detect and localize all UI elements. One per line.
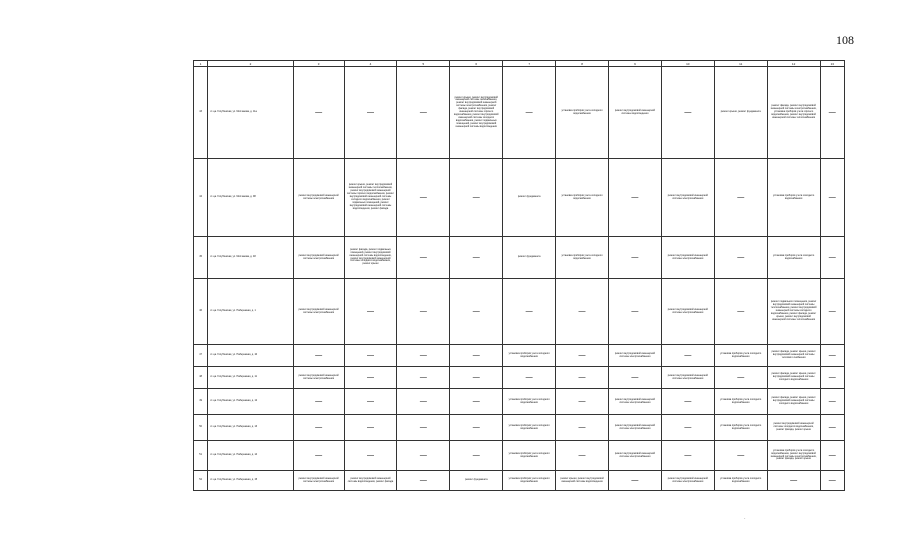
col-header: 4 bbox=[344, 61, 397, 67]
table-cell: — bbox=[820, 345, 844, 367]
table-cell: — bbox=[820, 389, 844, 415]
table-cell: — bbox=[556, 367, 609, 389]
address-cell: ст-ца. Голубинская, ул. Набережная, д. 10 bbox=[208, 345, 293, 367]
table-cell: — bbox=[820, 237, 844, 279]
table-cell: — bbox=[820, 279, 844, 345]
table-cell: установка приборов учета холодного водоснабжения bbox=[556, 67, 609, 159]
table-cell: — bbox=[661, 389, 714, 415]
table-cell: ремонт фасада, ремонт внутридомовой инженерной системы электроснабжения, установка приборов учета горячего водоснабжения, ремонт внутридомовой инженерной системы теплоснабжения bbox=[767, 67, 820, 159]
table-row bbox=[194, 345, 845, 367]
table-cell: установка приборов учета холодного водоснабжения bbox=[503, 471, 556, 491]
table-cell: — bbox=[820, 367, 844, 389]
table-cell: — bbox=[608, 367, 661, 389]
table-cell: — bbox=[767, 471, 820, 491]
table-cell: установка приборов учета холодного водоснабжения bbox=[556, 159, 609, 237]
address-cell: ст-ца. Голубинская, ул. Молчанова, д. 48 bbox=[208, 237, 293, 279]
col-header: 13 bbox=[820, 61, 844, 67]
table-cell: — bbox=[344, 345, 397, 367]
table-cell: — bbox=[344, 67, 397, 159]
table-cell: ремонт крыши, ремонт внутридомовой инженерной системы газоснабжения, ремонт внутридомовой инженерной системы электроснабжения, ремонт фасада, ремонт внутридомовой инженерной системы горячего водоснабжения, ремонт внутридомовой инженерной системы холодного водоснабжения, ремонт подвальных помещений, ремонт внутридомовой инженерной системы водоотведения bbox=[450, 67, 503, 159]
table-cell: ремонт внутридомовой инженерной системы электроснабжения bbox=[293, 471, 344, 491]
table-cell: — bbox=[450, 279, 503, 345]
table-cell: — bbox=[344, 279, 397, 345]
table-cell: установка приборов учета холодного водоснабжения bbox=[714, 471, 767, 491]
table-cell: — bbox=[714, 159, 767, 237]
table-cell: — bbox=[397, 389, 450, 415]
table-cell: — bbox=[344, 415, 397, 441]
row-number-cell: 49 bbox=[194, 389, 208, 415]
table-cell: установка приборов учета холодного водоснабжения bbox=[503, 389, 556, 415]
table-cell: — bbox=[344, 389, 397, 415]
address-cell: ст-ца. Голубинская, ул. Молчанова, д. 11а bbox=[208, 67, 293, 159]
table-cell: ремонт фасада, ремонт подвальных помещений, ремонт внутридомовой инженерной системы водоотведения, ремонт внутридомовой инженерной системы холодного водоснабжения, ремонт крыши bbox=[344, 237, 397, 279]
row-number-cell: 47 bbox=[194, 345, 208, 367]
col-header: 7 bbox=[503, 61, 556, 67]
table-cell: — bbox=[450, 159, 503, 237]
table-cell: — bbox=[503, 67, 556, 159]
page-number: 108 bbox=[836, 33, 854, 47]
table-cell: ремонт фасада, ремонт крыши, ремонт внутридомовой инженерной системы холодного водоснабжения bbox=[767, 389, 820, 415]
table-row bbox=[194, 279, 845, 345]
table-cell: — bbox=[293, 345, 344, 367]
table-cell: ремонт подвального помещения, ремонт внутридомовой инженерной системы теплоснабжения, ремонт внутридомовой инженерной системы холодного водоснабжения, ремонт фасада, ремонт крыши, ремонт внутридомовой инженерной системы теплоснабжения bbox=[767, 279, 820, 345]
table-cell: — bbox=[293, 415, 344, 441]
table-cell: — bbox=[608, 279, 661, 345]
table-cell: — bbox=[661, 441, 714, 471]
table-cell: ремонт внутридомовой инженерной системы электроснабжения bbox=[608, 389, 661, 415]
table-cell: ремонт фасада, ремонт крыши, ремонт внутридомовой инженерной системы холодного водоснабжения bbox=[767, 367, 820, 389]
table-cell: — bbox=[397, 441, 450, 471]
table-cell: — bbox=[556, 279, 609, 345]
row-number-cell: 52 bbox=[194, 471, 208, 491]
table-cell: — bbox=[556, 389, 609, 415]
table-cell: установка приборов учета холодного водоснабжения, ремонт внутридомовой инженерной системы электроснабжения, ремонт фасада, ремонт крыши bbox=[767, 441, 820, 471]
row-number-cell: 44 bbox=[194, 159, 208, 237]
table-cell: — bbox=[556, 415, 609, 441]
table-row bbox=[194, 471, 845, 491]
table-cell: — bbox=[661, 67, 714, 159]
col-header: 12 bbox=[767, 61, 820, 67]
table-cell: — bbox=[344, 367, 397, 389]
table-cell: — bbox=[820, 159, 844, 237]
table-cell: — bbox=[344, 441, 397, 471]
table-cell: ремонт внутридомовой инженерной системы электроснабжения bbox=[661, 367, 714, 389]
table-cell: — bbox=[608, 159, 661, 237]
table-cell: — bbox=[503, 367, 556, 389]
address-cell: ст-ца. Голубинская, ул. Набережная, д. 15 bbox=[208, 471, 293, 491]
table-cell: — bbox=[661, 415, 714, 441]
table-cell: — bbox=[820, 471, 844, 491]
table-row bbox=[194, 441, 845, 471]
table-cell: — bbox=[608, 471, 661, 491]
stray-mark: · bbox=[744, 517, 746, 522]
table-cell: установка приборов учета холодного водоснабжения bbox=[503, 441, 556, 471]
address-cell: ст-ца. Голубинская, ул. Набережная, д. 12 bbox=[208, 389, 293, 415]
table-cell: — bbox=[293, 389, 344, 415]
col-header: 11 bbox=[714, 61, 767, 67]
table-cell: — bbox=[397, 471, 450, 491]
table-cell: — bbox=[397, 237, 450, 279]
col-header: 9 bbox=[608, 61, 661, 67]
table-row bbox=[194, 367, 845, 389]
table-cell: ремонт крыши, ремонт фундамента bbox=[714, 67, 767, 159]
address-cell: ст-ца. Голубинская, ул. Молчанова, д. 98 bbox=[208, 159, 293, 237]
table-cell: установка приборов учета холодного водоснабжения bbox=[767, 159, 820, 237]
table-cell: — bbox=[450, 367, 503, 389]
row-number-cell: 43 bbox=[194, 67, 208, 159]
table-cell: — bbox=[397, 367, 450, 389]
col-header: 5 bbox=[397, 61, 450, 67]
table-cell: установка приборов учета холодного водоснабжения bbox=[714, 415, 767, 441]
table-row bbox=[194, 415, 845, 441]
table-cell: — bbox=[714, 367, 767, 389]
table-cell: ремонт внутридомовой инженерной системы водоотведения bbox=[608, 67, 661, 159]
table-cell: ремонт фасада, ремонт крыши, ремонт внутридомовой инженерной системы теплового снабжения bbox=[767, 345, 820, 367]
row-number-cell: 45 bbox=[194, 237, 208, 279]
table-cell: ремонт внутридомовой инженерной системы холодного водоснабжения, ремонт фасада, ремонт крыши bbox=[767, 415, 820, 441]
table-cell: ремонт фундамента bbox=[503, 159, 556, 237]
table-cell: — bbox=[661, 345, 714, 367]
table-cell: — bbox=[714, 441, 767, 471]
table-cell: — bbox=[397, 67, 450, 159]
table-cell: — bbox=[450, 237, 503, 279]
col-header: 2 bbox=[208, 61, 293, 67]
table-cell: — bbox=[503, 279, 556, 345]
table-cell: — bbox=[450, 345, 503, 367]
table-cell: установка приборов учета холодного водоснабжения bbox=[503, 415, 556, 441]
col-header: 6 bbox=[450, 61, 503, 67]
table-cell: установка приборов учета холодного водоснабжения bbox=[714, 389, 767, 415]
table-cell: ремонт внутридомовой инженерной системы электроснабжения bbox=[293, 159, 344, 237]
table-cell: — bbox=[397, 159, 450, 237]
table-cell: ремонт внутридомовой инженерной системы электроснабжения bbox=[608, 415, 661, 441]
table-cell: — bbox=[293, 441, 344, 471]
table-cell: ремонт крыши, ремонт внутридомовой инженерной системы теплоснабжения, ремонт внутридомовой инженерной системы горячего водоснабжения, ремонт внутридомовой инженерной системы холодного водоснабжения, ремонт подвальных помещений, ремонт внутридомовой инженерной системы водоотведения, ремонт фасада bbox=[344, 159, 397, 237]
table-cell: ремонт фундамента bbox=[450, 471, 503, 491]
address-cell: ст-ца. Голубинская, ул. Набережная, д. 13 bbox=[208, 415, 293, 441]
table-cell: установка приборов учета холодного водоснабжения bbox=[714, 345, 767, 367]
table-cell: — bbox=[397, 279, 450, 345]
table-cell: — bbox=[714, 237, 767, 279]
col-header: 10 bbox=[661, 61, 714, 67]
table-cell: ремонт внутридомовой инженерной системы электроснабжения bbox=[293, 367, 344, 389]
col-header: 8 bbox=[556, 61, 609, 67]
table-cell: — bbox=[397, 345, 450, 367]
table-cell: ремонт внутридомовой инженерной системы электроснабжения bbox=[661, 237, 714, 279]
address-cell: ст-ца. Голубинская, ул. Набережная, д. 14 bbox=[208, 441, 293, 471]
table-cell: установка приборов учета холодного водоснабжения bbox=[503, 345, 556, 367]
table-cell: — bbox=[450, 441, 503, 471]
table-cell: — bbox=[450, 415, 503, 441]
table-cell: — bbox=[820, 67, 844, 159]
table-row bbox=[194, 159, 845, 237]
table-cell: ремонт внутридомовой инженерной системы электроснабжения bbox=[661, 279, 714, 345]
table-cell: — bbox=[714, 279, 767, 345]
col-header: 1 bbox=[194, 61, 208, 67]
table-cell: — bbox=[556, 441, 609, 471]
row-number-cell: 50 bbox=[194, 415, 208, 441]
table-cell: установка приборов учета холодного водоснабжения bbox=[767, 237, 820, 279]
col-header: 3 bbox=[293, 61, 344, 67]
row-number-cell: 48 bbox=[194, 367, 208, 389]
address-cell: ст-ца. Голубинская, ул. Набережная, д. 1 bbox=[208, 279, 293, 345]
table-cell: — bbox=[820, 415, 844, 441]
table-cell: ремонт внутридомовой инженерной системы электроснабжения bbox=[661, 471, 714, 491]
table-row bbox=[194, 389, 845, 415]
row-number-cell: 51 bbox=[194, 441, 208, 471]
table-cell: ремонт внутридомовой инженерной системы электроснабжения bbox=[293, 237, 344, 279]
table-cell: ремонт внутридомовой инженерной системы электроснабжения bbox=[608, 441, 661, 471]
row-number-cell: 46 bbox=[194, 279, 208, 345]
table-cell: — bbox=[608, 237, 661, 279]
table-cell: ремонт внутридомовой инженерной системы водоотведения, ремонт фасада bbox=[344, 471, 397, 491]
table-cell: — bbox=[820, 441, 844, 471]
table-cell: ремонт фундамента bbox=[503, 237, 556, 279]
table-cell: — bbox=[293, 67, 344, 159]
table-cell: — bbox=[397, 415, 450, 441]
table-cell: установка приборов учета холодного водоснабжения bbox=[556, 237, 609, 279]
table-cell: ремонт крыши, ремонт внутридомовой инженерной системы водоотведения bbox=[556, 471, 609, 491]
table-cell: — bbox=[556, 345, 609, 367]
table-row bbox=[194, 237, 845, 279]
capital-repair-table bbox=[193, 60, 845, 491]
table-cell: — bbox=[450, 389, 503, 415]
table-cell: ремонт внутридомовой инженерной системы электроснабжения bbox=[293, 279, 344, 345]
table-row bbox=[194, 67, 845, 159]
table-cell: ремонт внутридомовой инженерной системы электроснабжения bbox=[608, 345, 661, 367]
address-cell: ст-ца. Голубинская, ул. Набережная, д. 11 bbox=[208, 367, 293, 389]
table-cell: ремонт внутридомовой инженерной системы электроснабжения bbox=[661, 159, 714, 237]
